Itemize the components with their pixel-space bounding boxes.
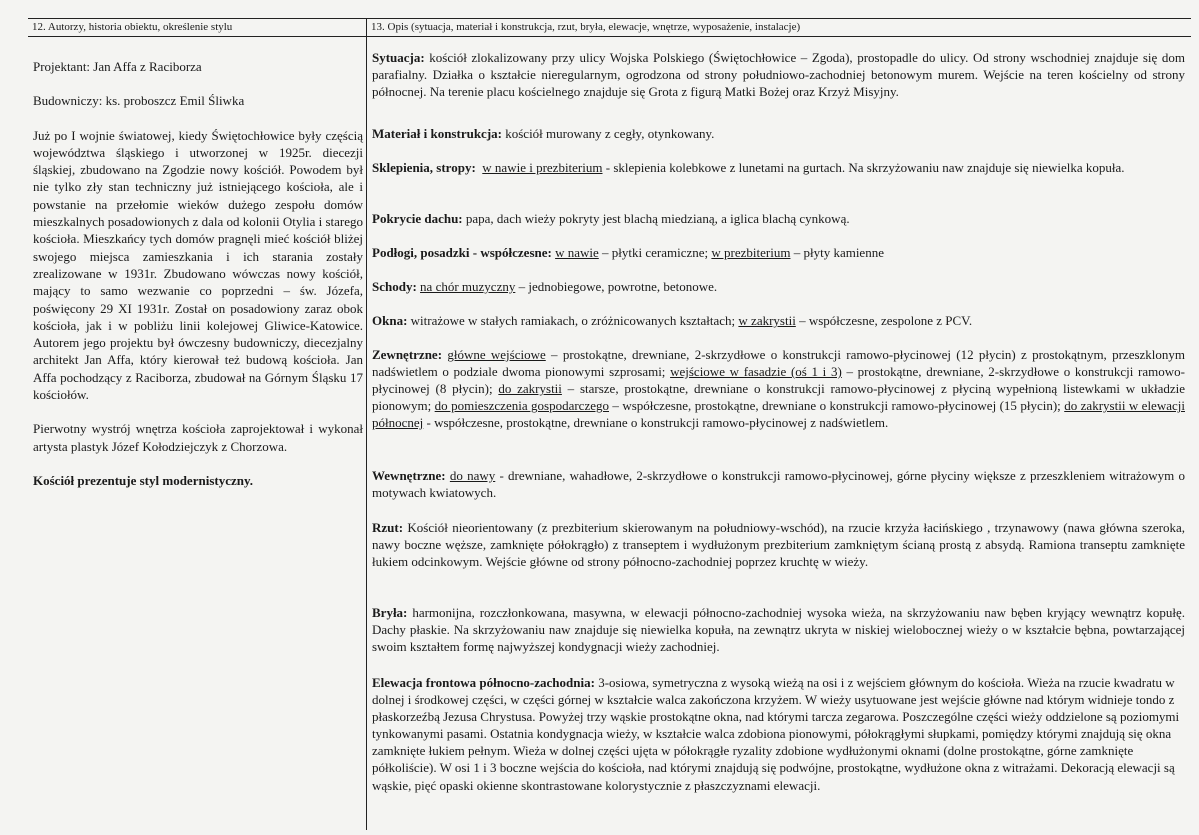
situation-text: kościół zlokalizowany przy ulicy Wojska Polskiego (Świętochłowice – Zgoda), prostopadle do ulicy. Od strony wschodniej znajduje się dom parafialny. Działka o kształcie nieregularnym, ogrodzona od strony południowo-zachodniej betonowym murem. Wejście na teren kościelny od strony północnej. Na terenie placu kościelnego znajduje się Grota z figurą Matki Bożej oraz Krzyż Misyjny. [372,50,1185,100]
roof-text: papa, dach wieży pokryty jest blachą miedzianą, a iglica blachą cynkową. [462,211,850,226]
doors-ext-facade: wejściowe w fasadzie (oś 1 i 3) [670,364,842,380]
interior-author-paragraph: Pierwotny wystrój wnętrza kościoła zaprojektował i wykonał artysta plastyk Józef Kołodziejczyk z Chorzowa. [33,421,363,454]
section-plan [372,519,1185,570]
doors-ext-utility: do pomieszczenia gospodarczego [434,398,609,414]
doors-ext-text-5: - współczesne, prostokątne, drewniane o konstrukcji ramowo-płycinowej z nadświetlem. [423,415,889,431]
doors-ext-north-sacristy: do zakrystii w elewacji północnej [372,398,1185,431]
section-material [372,125,1185,142]
roof-label: Pokrycie dachu: [372,211,463,226]
windows-text-1: witrażowe w stałych ramiakach, o zróżnicowanych kształtach; [407,313,739,328]
windows-text-2: – współczesne, zespolone z PCV. [795,313,973,328]
vaults-location: w nawie i prezbiterium [482,160,603,175]
material-text: kościół murowany z cegły, otynkowany. [501,126,715,141]
doors-ext-text-3: – starsze, prostokątne, drewniane o konstrukcji ramowo-płycinowej z płyciną wypełnioną listewkami w układzie pionowym; [372,381,1186,414]
facade-label: Elewacja frontowa północno-zachodnia: [372,675,595,690]
stairs-location: na chór muzyczny [420,279,516,294]
stairs-label: Schody: [372,279,417,294]
massing-text: harmonijna, rozczłonkowana, masywna, w elewacji północno-zachodniej wysoka wieża, na skrzyżowaniu naw bęben kryjący wewnątrz kopułę. Dachy płaskie. Na skrzyżowaniu naw znajduje się niewielka kopuła, na zewnątrz ukryta w niskiej wielobocznej wieży o w kształcie bębna, powtarzającej swoim kształtem formę najwyższej kondygnacji wieży zachodniej. [372,605,1185,655]
floors-presbytery: w prezbiterium [711,245,791,260]
section-doors-exterior [372,346,1185,431]
left-column [33,58,363,489]
doors-ext-label: Zewnętrzne: [372,347,443,362]
section-stairs [372,278,1185,295]
floors-label: Podłogi, posadzki - współczesne: [372,245,552,260]
stairs-text: – jednobiegowe, powrotne, betonowe. [515,279,718,294]
facade-text: 3-osiowa, symetryczna z wysoką wieżą na osi i z wejściem głównym do kościoła. Wieża na rzucie kwadratu w dolnej i środkowej części, w części górnej w kształcie walca zakończona krzyżem. W wieży usytuowane jest wejście główne nad którym widnieje tondo z płaskorzeźbą Jezusa Chrystusa. Powyżej trzy wąskie prostokątne okna, nad którymi tarcza zegarowa. Poszczególne części wieży oddzielone są poziomymi tynkowanymi pasami. Ostatnia kondygnacja wieży, w kształcie walca zdobiona pionowymi, półokrągłymi słupkami, pomiędzy którymi znajdują się okna zamknięte łukiem pełnym. Wieża w dolnej części ujęta w półokrągłe ryzality zdobione wydłużonymi oknami (dolne prostokątne, górne zamknięte półkoliście). W osi 1 i 3 boczne wejścia do kościoła, nad którymi znajdują się podwójne, prostokątne, wydłużone okna z witrażami. Dekoracją elewacji są wąskie, pięć opaski okienne skontrastowane kolorystycznie z płaszczyznami elewacji. [372,675,1180,793]
section-floors [372,244,1185,261]
floors-nave: w nawie [555,245,599,260]
section-situation [372,49,1185,100]
doors-ext-sacristy: do zakrystii [498,381,562,397]
doors-ext-text-4: – współczesne, prostokątne, drewniane o konstrukcji ramowo-płycinowej (15 płycin); [609,398,1065,414]
section-vaults [372,159,1185,176]
floors-text-2: – płyty kamienne [790,245,884,260]
column-divider [366,18,367,830]
style-statement: Kościół prezentuje styl modernistyczny. [33,472,254,488]
vaults-text: - sklepienia kolebkowe z lunetami na gurtach. Na skrzyżowaniu naw znajduje się niewielka kopuła. [602,160,1125,175]
floors-text-1: – płytki ceramiczne; [598,245,712,260]
header-bottom-rule [28,36,1191,37]
doors-ext-main: główne wejściowe [447,347,546,362]
doors-ext-text-2: – prostokątne, drewniane, 2-skrzydłowe o konstrukcji ramowo-płycinowej (8 płycin); [372,364,1185,397]
section-massing [372,604,1185,655]
header-left-title: 12. Autorzy, historia obiektu, określenie stylu [32,21,233,33]
section-doors-interior [372,467,1185,501]
builder-line: Budowniczy: ks. proboszcz Emil Śliwka [33,93,245,109]
material-label: Materiał i konstrukcja: [372,126,502,141]
vaults-label: Sklepienia, stropy: [372,160,476,175]
plan-text: Kościół nieorientowany (z prezbiterium skierowanym na południowy-wschód), na rzucie krzyża łacińskiego , trzynawowy (nawa główna szeroka, nawy boczne węższe, zamknięte półokrągło) z transeptem i wydłużonym prezbiterium zamkniętym ścianą prostą z absydą. Ramiona transeptu zamknięte łukiem odcinkowym. Wejście główne od strony północno-zachodniej poprzez kruchtę w wieży. [372,520,1185,570]
windows-label: Okna: [372,313,408,328]
doors-int-text: - drewniane, wahadłowe, 2-skrzydłowe o konstrukcji ramowo-płycinowej, górne płyciny większe z przeszkleniem witrażowym o motywach kwiatowych. [372,468,1186,501]
massing-label: Bryła: [372,605,408,620]
section-windows [372,312,1185,329]
header-top-rule [28,18,1191,19]
section-roof [372,210,1185,227]
history-paragraph: Już po I wojnie światowej, kiedy Świętochłowice były częścią województwa śląskiego i utworzonej w 1925r. diecezji śląskiej, zbudowano na Zgodzie nowy kościół. Powodem był nie tylko zły stan techniczny już istniejącego kościoła, ale i powstanie na przełomie wieków dużego zespołu domów mieszkalnych posadowionych z dala od kolonii Otylia i starego kościoła. Mieszkańcy tych domów pragnęli mieć kościół bliżej swojego miejsca zamieszkania i ich starania zostały zrealizowane w 1931r. Zbudowano wówczas nowy kościół, mający to samo wezwanie co poprzedni – św. Józefa, poświęcony 29 XI 1931r. Został on posadowiony zaraz obok kościoła, jak i w pobliżu linii kolejowej Gliwice-Katowice. Autorem jego projektu był ówczesny budowniczy, diecezjalny architekt Jan Affa, który kierował też budową kościoła. Jan Affa pochodzący z Raciborza, zbudował na Górnym Śląsku 17 kościołów. [33,127,363,403]
section-facade [372,674,1185,794]
designer-line: Projektant: Jan Affa z Raciborza [33,59,202,74]
plan-label: Rzut: [372,520,404,535]
windows-sacristy: w zakrystii [738,313,796,328]
doors-int-nave: do nawy [449,468,496,483]
doors-int-label: Wewnętrzne: [372,468,446,483]
header-right-title: 13. Opis (sytuacja, materiał i konstrukcja, rzut, bryła, elewacje, wnętrze, wyposażenie, instalacje) [371,21,801,33]
doors-ext-text-1: – prostokątne, drewniane, 2-skrzydłowe o konstrukcji ramowo-płycinowej (12 płycin) z prostokątnym, przeszklonym nadświetlem o podziale dwoma pionowymi szprosami; [372,347,1186,380]
situation-label: Sytuacja: [372,50,425,65]
